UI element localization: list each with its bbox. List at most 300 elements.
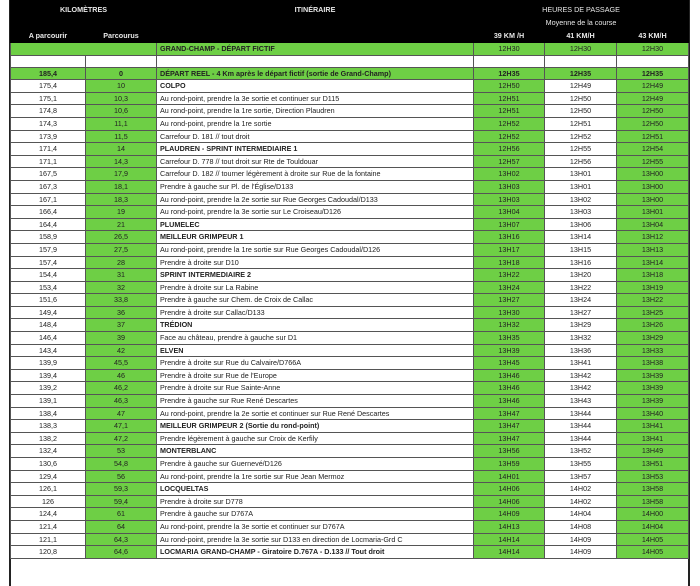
time-43-cell: 13H49 <box>617 445 689 458</box>
km-done-cell: 46,3 <box>86 395 157 408</box>
km-remaining-cell: 139,2 <box>11 382 86 395</box>
time-41-cell: 13H44 <box>545 407 617 420</box>
itinerary-cell: PLUMELEC <box>157 218 474 231</box>
itinerary-cell: Prendre à droite sur D778 <box>157 495 474 508</box>
km-remaining-cell: 126 <box>11 495 86 508</box>
blank-cell <box>11 55 86 67</box>
table-row <box>11 67 689 80</box>
time-41-cell: 13H01 <box>545 180 617 193</box>
table-row <box>11 420 689 433</box>
time-39-cell: 13H16 <box>474 231 545 244</box>
km-remaining-cell: 173,9 <box>11 130 86 143</box>
time-41-cell: 12H56 <box>545 155 617 168</box>
time-39-cell: 13H39 <box>474 344 545 357</box>
header-spacer <box>11 17 157 30</box>
table-row <box>11 243 689 256</box>
km-remaining-cell: 174,3 <box>11 117 86 130</box>
col-header-speed-43: 43 KM/H <box>617 30 689 43</box>
km-done-cell: 26,5 <box>86 231 157 244</box>
time-41-cell: 13H52 <box>545 445 617 458</box>
time-39-cell: 13H07 <box>474 218 545 231</box>
start-fictif-time-39: 12H30 <box>474 43 545 56</box>
km-done-cell: 59,3 <box>86 483 157 496</box>
time-39-cell: 13H27 <box>474 294 545 307</box>
start-fictif-time-41: 12H30 <box>545 43 617 56</box>
time-43-cell: 12H49 <box>617 80 689 93</box>
start-fictif-row <box>11 43 689 56</box>
time-39-cell: 12H35 <box>474 67 545 80</box>
km-done-cell: 18,1 <box>86 180 157 193</box>
time-43-cell: 13H12 <box>617 231 689 244</box>
km-remaining-cell: 171,1 <box>11 155 86 168</box>
time-41-cell: 13H32 <box>545 332 617 345</box>
km-remaining-cell: 175,4 <box>11 80 86 93</box>
time-41-cell: 13H03 <box>545 206 617 219</box>
start-fictif-km <box>11 43 157 56</box>
time-39-cell: 12H52 <box>474 117 545 130</box>
time-43-cell: 13H18 <box>617 269 689 282</box>
table-row <box>11 269 689 282</box>
time-39-cell: 13H47 <box>474 420 545 433</box>
km-remaining-cell: 139,1 <box>11 395 86 408</box>
start-fictif-time-43: 12H30 <box>617 43 689 56</box>
time-43-cell: 12H51 <box>617 130 689 143</box>
time-41-cell: 13H27 <box>545 306 617 319</box>
itinerary-cell: Carrefour D. 182 // tourner légèrement à droite sur Rue de la fontaine <box>157 168 474 181</box>
time-43-cell: 12H50 <box>617 117 689 130</box>
table-row <box>11 193 689 206</box>
km-remaining-cell: 174,8 <box>11 105 86 118</box>
km-remaining-cell: 158,9 <box>11 231 86 244</box>
km-remaining-cell: 139,4 <box>11 369 86 382</box>
col-header-done: Parcourus <box>86 30 157 43</box>
time-41-cell: 12H55 <box>545 143 617 156</box>
time-39-cell: 14H14 <box>474 546 545 559</box>
table-row <box>11 155 689 168</box>
km-done-cell: 10 <box>86 80 157 93</box>
km-remaining-cell: 124,4 <box>11 508 86 521</box>
time-41-cell: 13H41 <box>545 357 617 370</box>
header-row-3 <box>11 30 689 43</box>
time-43-cell: 13H39 <box>617 395 689 408</box>
km-done-cell: 19 <box>86 206 157 219</box>
itinerary-title: ITINÉRAIRE <box>157 1 474 17</box>
itinerary-cell: Au rond-point, prendre la 3e sortie et continuer sur D115 <box>157 92 474 105</box>
itinerary-cell: Au rond-point, prendre la 2e sortie et continuer sur Rue René Descartes <box>157 407 474 420</box>
itinerary-cell: Prendre à gauche sur Chem. de Croix de Callac <box>157 294 474 307</box>
km-done-cell: 17,9 <box>86 168 157 181</box>
itinerary-cell: ELVEN <box>157 344 474 357</box>
time-39-cell: 12H50 <box>474 80 545 93</box>
table-row <box>11 92 689 105</box>
km-done-cell: 64,3 <box>86 533 157 546</box>
time-43-cell: 13H22 <box>617 294 689 307</box>
km-remaining-cell: 166,4 <box>11 206 86 219</box>
time-41-cell: 13H14 <box>545 231 617 244</box>
time-39-cell: 13H46 <box>474 395 545 408</box>
time-39-cell: 14H09 <box>474 508 545 521</box>
table-row <box>11 357 689 370</box>
time-43-cell: 13H53 <box>617 470 689 483</box>
time-41-cell: 13H57 <box>545 470 617 483</box>
time-43-cell: 13H41 <box>617 420 689 433</box>
km-done-cell: 64 <box>86 520 157 533</box>
km-remaining-cell: 132,4 <box>11 445 86 458</box>
time-43-cell: 14H05 <box>617 533 689 546</box>
table-row <box>11 508 689 521</box>
time-41-cell: 12H52 <box>545 130 617 143</box>
table-row <box>11 395 689 408</box>
time-41-cell: 13H20 <box>545 269 617 282</box>
itinerary-cell: Prendre à droite sur Rue de l'Europe <box>157 369 474 382</box>
col-header-speed-39: 39 KM /H <box>474 30 545 43</box>
km-done-cell: 56 <box>86 470 157 483</box>
time-43-cell: 13H29 <box>617 332 689 345</box>
table-row <box>11 458 689 471</box>
time-43-cell: 12H35 <box>617 67 689 80</box>
time-43-cell: 12H50 <box>617 105 689 118</box>
itinerary-cell: COLPO <box>157 80 474 93</box>
time-39-cell: 13H32 <box>474 319 545 332</box>
time-39-cell: 13H47 <box>474 432 545 445</box>
km-done-cell: 45,5 <box>86 357 157 370</box>
km-remaining-cell: 171,4 <box>11 143 86 156</box>
time-41-cell: 14H08 <box>545 520 617 533</box>
km-done-cell: 11,1 <box>86 117 157 130</box>
table-row <box>11 407 689 420</box>
itinerary-cell: Au rond-point, prendre la 3e sortie sur Le Croiseau/D126 <box>157 206 474 219</box>
km-done-cell: 21 <box>86 218 157 231</box>
table-row <box>11 206 689 219</box>
time-39-cell: 13H47 <box>474 407 545 420</box>
time-41-cell: 12H49 <box>545 80 617 93</box>
km-remaining-cell: 138,3 <box>11 420 86 433</box>
time-43-cell: 13H26 <box>617 319 689 332</box>
itinerary-cell: Face au château, prendre à gauche sur D1 <box>157 332 474 345</box>
km-remaining-cell: 138,2 <box>11 432 86 445</box>
km-done-cell: 54,8 <box>86 458 157 471</box>
table-row <box>11 130 689 143</box>
time-39-cell: 12H57 <box>474 155 545 168</box>
time-41-cell: 13H15 <box>545 243 617 256</box>
km-remaining-cell: 167,3 <box>11 180 86 193</box>
km-done-cell: 36 <box>86 306 157 319</box>
itinerary-cell: Carrefour D. 778 // tout droit sur Rte de Touldouar <box>157 155 474 168</box>
time-39-cell: 13H03 <box>474 180 545 193</box>
itinerary-cell: Prendre à gauche sur Pl. de l'Église/D133 <box>157 180 474 193</box>
itinerary-cell: Carrefour D. 181 // tout droit <box>157 130 474 143</box>
table-row <box>11 382 689 395</box>
time-39-cell: 14H13 <box>474 520 545 533</box>
time-39-cell: 12H51 <box>474 92 545 105</box>
time-41-cell: 13H36 <box>545 344 617 357</box>
table-row <box>11 483 689 496</box>
km-done-cell: 47,2 <box>86 432 157 445</box>
km-done-cell: 42 <box>86 344 157 357</box>
table-row <box>11 369 689 382</box>
time-39-cell: 14H06 <box>474 495 545 508</box>
itinerary-cell: MEILLEUR GRIMPEUR 1 <box>157 231 474 244</box>
itinerary-cell: MEILLEUR GRIMPEUR 2 (Sortie du rond-point) <box>157 420 474 433</box>
km-remaining-cell: 121,1 <box>11 533 86 546</box>
time-39-cell: 13H46 <box>474 382 545 395</box>
itinerary-cell: Prendre à gauche sur Guernevé/D126 <box>157 458 474 471</box>
time-39-cell: 13H02 <box>474 168 545 181</box>
km-remaining-cell: 164,4 <box>11 218 86 231</box>
itinerary-cell: SPRINT INTERMEDIAIRE 2 <box>157 269 474 282</box>
table-row <box>11 180 689 193</box>
table-row <box>11 495 689 508</box>
km-done-cell: 37 <box>86 319 157 332</box>
itinerary-cell: LOCQUELTAS <box>157 483 474 496</box>
table-row <box>11 231 689 244</box>
itinerary-cell: Au rond-point, prendre la 2e sortie sur Rue Georges Cadoudal/D133 <box>157 193 474 206</box>
time-41-cell: 13H43 <box>545 395 617 408</box>
table-row <box>11 445 689 458</box>
time-39-cell: 13H59 <box>474 458 545 471</box>
time-39-cell: 14H06 <box>474 483 545 496</box>
table-row <box>11 143 689 156</box>
route-timetable <box>10 0 688 559</box>
time-43-cell: 13H01 <box>617 206 689 219</box>
itinerary-cell: DÉPART REEL - 4 Km après le départ fictif (sortie de Grand-Champ) <box>157 67 474 80</box>
itinerary-cell: Prendre à gauche sur Rue René Descartes <box>157 395 474 408</box>
time-41-cell: 14H09 <box>545 546 617 559</box>
start-fictif-label: GRAND-CHAMP - DÉPART FICTIF <box>157 43 474 56</box>
header-row-1 <box>11 1 689 17</box>
time-41-cell: 14H02 <box>545 495 617 508</box>
itinerary-cell: Au rond-point, prendre la 1re sortie sur Rue Jean Mermoz <box>157 470 474 483</box>
km-remaining-cell: 157,9 <box>11 243 86 256</box>
table-row <box>11 294 689 307</box>
itinerary-cell: TRÉDION <box>157 319 474 332</box>
itinerary-cell: Prendre à droite sur La Rabine <box>157 281 474 294</box>
km-remaining-cell: 153,4 <box>11 281 86 294</box>
table-row <box>11 218 689 231</box>
itinerary-cell: Prendre à gauche sur D767A <box>157 508 474 521</box>
km-done-cell: 32 <box>86 281 157 294</box>
time-41-cell: 13H16 <box>545 256 617 269</box>
table-row <box>11 432 689 445</box>
time-43-cell: 13H13 <box>617 243 689 256</box>
time-41-cell: 13H42 <box>545 369 617 382</box>
km-done-cell: 47,1 <box>86 420 157 433</box>
itinerary-cell: Au rond-point, prendre la 3e sortie et continuer sur D767A <box>157 520 474 533</box>
km-remaining-cell: 185,4 <box>11 67 86 80</box>
timetable-table <box>10 0 689 559</box>
time-43-cell: 14H05 <box>617 546 689 559</box>
itinerary-cell: Au rond-point, prendre la 1re sortie <box>157 117 474 130</box>
table-row <box>11 533 689 546</box>
time-39-cell: 13H22 <box>474 269 545 282</box>
time-41-cell: 13H24 <box>545 294 617 307</box>
km-done-cell: 46 <box>86 369 157 382</box>
time-41-cell: 13H06 <box>545 218 617 231</box>
time-43-cell: 13H04 <box>617 218 689 231</box>
time-39-cell: 12H56 <box>474 143 545 156</box>
km-remaining-cell: 146,4 <box>11 332 86 345</box>
km-done-cell: 11,5 <box>86 130 157 143</box>
time-41-cell: 12H50 <box>545 92 617 105</box>
km-remaining-cell: 130,6 <box>11 458 86 471</box>
itinerary-cell: LOCMARIA GRAND-CHAMP - Giratoire D.767A - D.133 // Tout droit <box>157 546 474 559</box>
km-remaining-cell: 175,1 <box>11 92 86 105</box>
blank-cell <box>545 55 617 67</box>
km-done-cell: 33,8 <box>86 294 157 307</box>
time-41-cell: 13H22 <box>545 281 617 294</box>
km-remaining-cell: 151,6 <box>11 294 86 307</box>
km-remaining-cell: 129,4 <box>11 470 86 483</box>
time-43-cell: 13H33 <box>617 344 689 357</box>
km-done-cell: 53 <box>86 445 157 458</box>
average-speed-title: Moyenne de la course <box>474 17 689 30</box>
time-39-cell: 13H35 <box>474 332 545 345</box>
time-41-cell: 13H29 <box>545 319 617 332</box>
km-done-cell: 59,4 <box>86 495 157 508</box>
km-done-cell: 18,3 <box>86 193 157 206</box>
time-43-cell: 13H39 <box>617 369 689 382</box>
table-row <box>11 256 689 269</box>
itinerary-cell: Prendre à droite sur Rue Sainte-Anne <box>157 382 474 395</box>
itinerary-cell: Prendre légèrement à gauche sur Croix de Kerfily <box>157 432 474 445</box>
col-header-itin-empty <box>157 30 474 43</box>
time-43-cell: 13H00 <box>617 180 689 193</box>
blank-cell <box>617 55 689 67</box>
time-43-cell: 14H00 <box>617 508 689 521</box>
time-39-cell: 13H03 <box>474 193 545 206</box>
time-39-cell: 13H45 <box>474 357 545 370</box>
itinerary-cell: Prendre à droite sur D10 <box>157 256 474 269</box>
km-done-cell: 27,5 <box>86 243 157 256</box>
time-41-cell: 13H44 <box>545 432 617 445</box>
table-row <box>11 520 689 533</box>
km-remaining-cell: 143,4 <box>11 344 86 357</box>
itinerary-cell: Au rond-point, prendre la 1re sortie sur Rue Georges Cadoudal/D126 <box>157 243 474 256</box>
km-remaining-cell: 157,4 <box>11 256 86 269</box>
time-41-cell: 13H02 <box>545 193 617 206</box>
time-41-cell: 12H35 <box>545 67 617 80</box>
itinerary-cell: PLAUDREN - SPRINT INTERMEDIAIRE 1 <box>157 143 474 156</box>
time-43-cell: 13H19 <box>617 281 689 294</box>
table-row <box>11 344 689 357</box>
km-remaining-cell: 154,4 <box>11 269 86 282</box>
col-header-remaining: A parcourir <box>11 30 86 43</box>
km-done-cell: 0 <box>86 67 157 80</box>
table-row <box>11 117 689 130</box>
km-done-cell: 14 <box>86 143 157 156</box>
km-remaining-cell: 167,1 <box>11 193 86 206</box>
time-43-cell: 13H38 <box>617 357 689 370</box>
time-43-cell: 13H58 <box>617 483 689 496</box>
km-remaining-cell: 120,8 <box>11 546 86 559</box>
km-remaining-cell: 148,4 <box>11 319 86 332</box>
table-row <box>11 168 689 181</box>
header-row-2 <box>11 17 689 30</box>
time-41-cell: 13H55 <box>545 458 617 471</box>
table-row <box>11 281 689 294</box>
km-remaining-cell: 121,4 <box>11 520 86 533</box>
table-row <box>11 332 689 345</box>
km-done-cell: 46,2 <box>86 382 157 395</box>
header-spacer-itin <box>157 17 474 30</box>
km-done-cell: 31 <box>86 269 157 282</box>
time-41-cell: 13H44 <box>545 420 617 433</box>
itinerary-cell: Au rond-point, prendre la 1re sortie, Direction Plaudren <box>157 105 474 118</box>
table-row <box>11 105 689 118</box>
time-43-cell: 12H49 <box>617 92 689 105</box>
hours-title: HEURES DE PASSAGE <box>474 1 689 17</box>
time-39-cell: 14H14 <box>474 533 545 546</box>
time-41-cell: 13H42 <box>545 382 617 395</box>
blank-cell <box>86 55 157 67</box>
km-done-cell: 39 <box>86 332 157 345</box>
time-43-cell: 13H25 <box>617 306 689 319</box>
time-43-cell: 12H55 <box>617 155 689 168</box>
time-41-cell: 14H04 <box>545 508 617 521</box>
time-43-cell: 13H41 <box>617 432 689 445</box>
time-39-cell: 13H56 <box>474 445 545 458</box>
col-header-speed-41: 41 KM/H <box>545 30 617 43</box>
time-41-cell: 12H50 <box>545 105 617 118</box>
km-done-cell: 28 <box>86 256 157 269</box>
itinerary-cell: Prendre à droite sur Rue du Calvaire/D766A <box>157 357 474 370</box>
time-43-cell: 13H00 <box>617 193 689 206</box>
time-43-cell: 13H14 <box>617 256 689 269</box>
km-remaining-cell: 126,1 <box>11 483 86 496</box>
time-41-cell: 14H09 <box>545 533 617 546</box>
time-39-cell: 12H51 <box>474 105 545 118</box>
time-43-cell: 13H40 <box>617 407 689 420</box>
time-43-cell: 14H04 <box>617 520 689 533</box>
time-41-cell: 13H01 <box>545 168 617 181</box>
table-row <box>11 306 689 319</box>
time-39-cell: 13H46 <box>474 369 545 382</box>
time-39-cell: 13H24 <box>474 281 545 294</box>
time-39-cell: 13H18 <box>474 256 545 269</box>
time-43-cell: 13H39 <box>617 382 689 395</box>
blank-cell <box>157 55 474 67</box>
time-41-cell: 12H51 <box>545 117 617 130</box>
blank-cell <box>474 55 545 67</box>
table-row <box>11 470 689 483</box>
km-remaining-cell: 167,5 <box>11 168 86 181</box>
km-done-cell: 64,6 <box>86 546 157 559</box>
km-done-cell: 61 <box>86 508 157 521</box>
table-row <box>11 546 689 559</box>
km-done-cell: 14,3 <box>86 155 157 168</box>
time-39-cell: 14H01 <box>474 470 545 483</box>
table-row <box>11 80 689 93</box>
time-43-cell: 13H51 <box>617 458 689 471</box>
km-remaining-cell: 139,9 <box>11 357 86 370</box>
time-39-cell: 12H52 <box>474 130 545 143</box>
time-43-cell: 13H00 <box>617 168 689 181</box>
time-43-cell: 13H58 <box>617 495 689 508</box>
km-remaining-cell: 149,4 <box>11 306 86 319</box>
time-41-cell: 14H02 <box>545 483 617 496</box>
time-43-cell: 12H54 <box>617 143 689 156</box>
time-39-cell: 13H17 <box>474 243 545 256</box>
time-39-cell: 13H30 <box>474 306 545 319</box>
itinerary-cell: Au rond-point, prendre la 3e sortie sur D133 en direction de Locmaria-Grd C <box>157 533 474 546</box>
itinerary-cell: Prendre à droite sur Callac/D133 <box>157 306 474 319</box>
km-remaining-cell: 138,4 <box>11 407 86 420</box>
itinerary-cell: MONTERBLANC <box>157 445 474 458</box>
km-title: KILOMÈTRES <box>11 1 157 17</box>
km-done-cell: 10,3 <box>86 92 157 105</box>
km-done-cell: 10,6 <box>86 105 157 118</box>
time-39-cell: 13H04 <box>474 206 545 219</box>
